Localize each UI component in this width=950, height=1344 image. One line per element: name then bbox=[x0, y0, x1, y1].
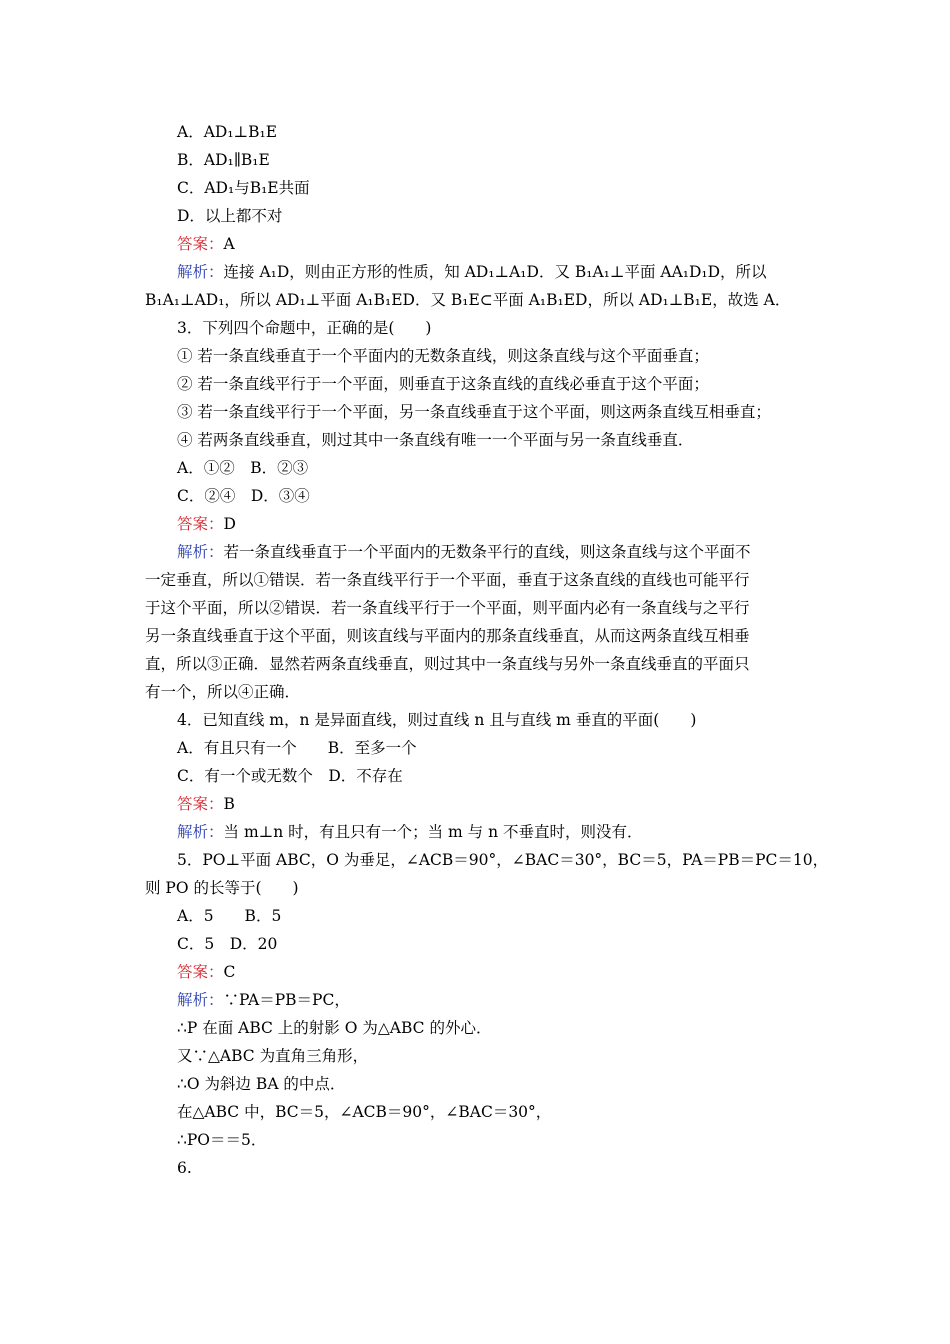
option-c: C．AD₁与B₁E共面 bbox=[177, 179, 310, 197]
option-b: B．AD₁∥B₁E bbox=[177, 151, 270, 169]
analysis-line: 解析：连接 A₁D，则由正方形的性质，知 AD₁⊥A₁D．又 B₁A₁⊥平面 AA₁D₁D，所以 bbox=[177, 263, 767, 281]
text-line: ∴P 在面 ABC 上的射影 O 为△ABC 的外心． bbox=[177, 1019, 492, 1037]
question-3: 3．下列四个命题中，正确的是( ) bbox=[177, 319, 432, 337]
options-cd: C．②④ D．③④ bbox=[177, 487, 310, 505]
question-5: 5．PO⊥平面 ABC，O 为垂足，∠ACB＝90°，∠BAC＝30°，BC＝5，PA＝PB＝PC＝10， bbox=[177, 851, 829, 869]
text-line: ∴PO＝＝5． bbox=[177, 1131, 267, 1149]
text-line: ∴O 为斜边 BA 的中点． bbox=[177, 1075, 346, 1093]
answer-line: 答案：C bbox=[177, 963, 236, 981]
text-line: 在△ABC 中，BC＝5，∠ACB＝90°，∠BAC＝30°， bbox=[177, 1103, 552, 1121]
text-line: B₁A₁⊥AD₁，所以 AD₁⊥平面 A₁B₁ED．又 B₁E⊂平面 A₁B₁ED，所以 AD₁⊥B₁E，故选 A． bbox=[145, 291, 791, 309]
question-6: 6. bbox=[177, 1159, 192, 1177]
options-cd: C．有一个或无数个 D．不存在 bbox=[177, 767, 403, 785]
options-ab: A．有且只有一个 B．至多一个 bbox=[177, 739, 417, 757]
proposition-2: ② 若一条直线平行于一个平面，则垂直于这条直线的直线必垂直于这个平面； bbox=[177, 375, 709, 393]
options-ab: A．①② B．②③ bbox=[177, 459, 309, 477]
text-line: 又∵△ABC 为直角三角形， bbox=[177, 1047, 369, 1065]
proposition-3: ③ 若一条直线平行于一个平面，另一条直线垂直于这个平面，则这两条直线互相垂直； bbox=[177, 403, 771, 421]
analysis-line: 解析：∵PA＝PB＝PC， bbox=[177, 991, 350, 1009]
text-line: 一定垂直，所以①错误．若一条直线平行于一个平面，垂直于这条直线的直线也可能平行 bbox=[145, 571, 750, 589]
question-4: 4．已知直线 m，n 是异面直线，则过直线 n 且与直线 m 垂直的平面( ) bbox=[177, 711, 697, 729]
option-a: A．AD₁⊥B₁E bbox=[177, 123, 278, 141]
answer-line: 答案：B bbox=[177, 795, 235, 813]
option-d: D．以上都不对 bbox=[177, 207, 283, 225]
proposition-4: ④ 若两条直线垂直，则过其中一条直线有唯一一个平面与另一条直线垂直． bbox=[177, 431, 694, 449]
text-line: 于这个平面，所以②错误．若一条直线平行于一个平面，则平面内必有一条直线与之平行 bbox=[145, 599, 750, 617]
analysis-line: 解析：当 m⊥n 时，有且只有一个；当 m 与 n 不垂直时，则没有． bbox=[177, 823, 643, 841]
text-line: 有一个，所以④正确． bbox=[145, 683, 301, 701]
answer-line: 答案：A bbox=[177, 235, 235, 253]
analysis-line: 解析：若一条直线垂直于一个平面内的无数条平行的直线，则这条直线与这个平面不 bbox=[177, 543, 751, 561]
text-line: 直，所以③正确．显然若两条直线垂直，则过其中一条直线与另外一条直线垂直的平面只 bbox=[145, 655, 750, 673]
text-line: 则 PO 的长等于( ) bbox=[145, 879, 299, 897]
answer-line: 答案：D bbox=[177, 515, 236, 533]
options-cd: C．5 D．20 bbox=[177, 935, 278, 953]
text-line: 另一条直线垂直于这个平面，则该直线与平面内的那条直线垂直，从而这两条直线互相垂 bbox=[145, 627, 750, 645]
options-ab: A．5 B．5 bbox=[177, 907, 282, 925]
proposition-1: ① 若一条直线垂直于一个平面内的无数条直线，则这条直线与这个平面垂直； bbox=[177, 347, 709, 365]
